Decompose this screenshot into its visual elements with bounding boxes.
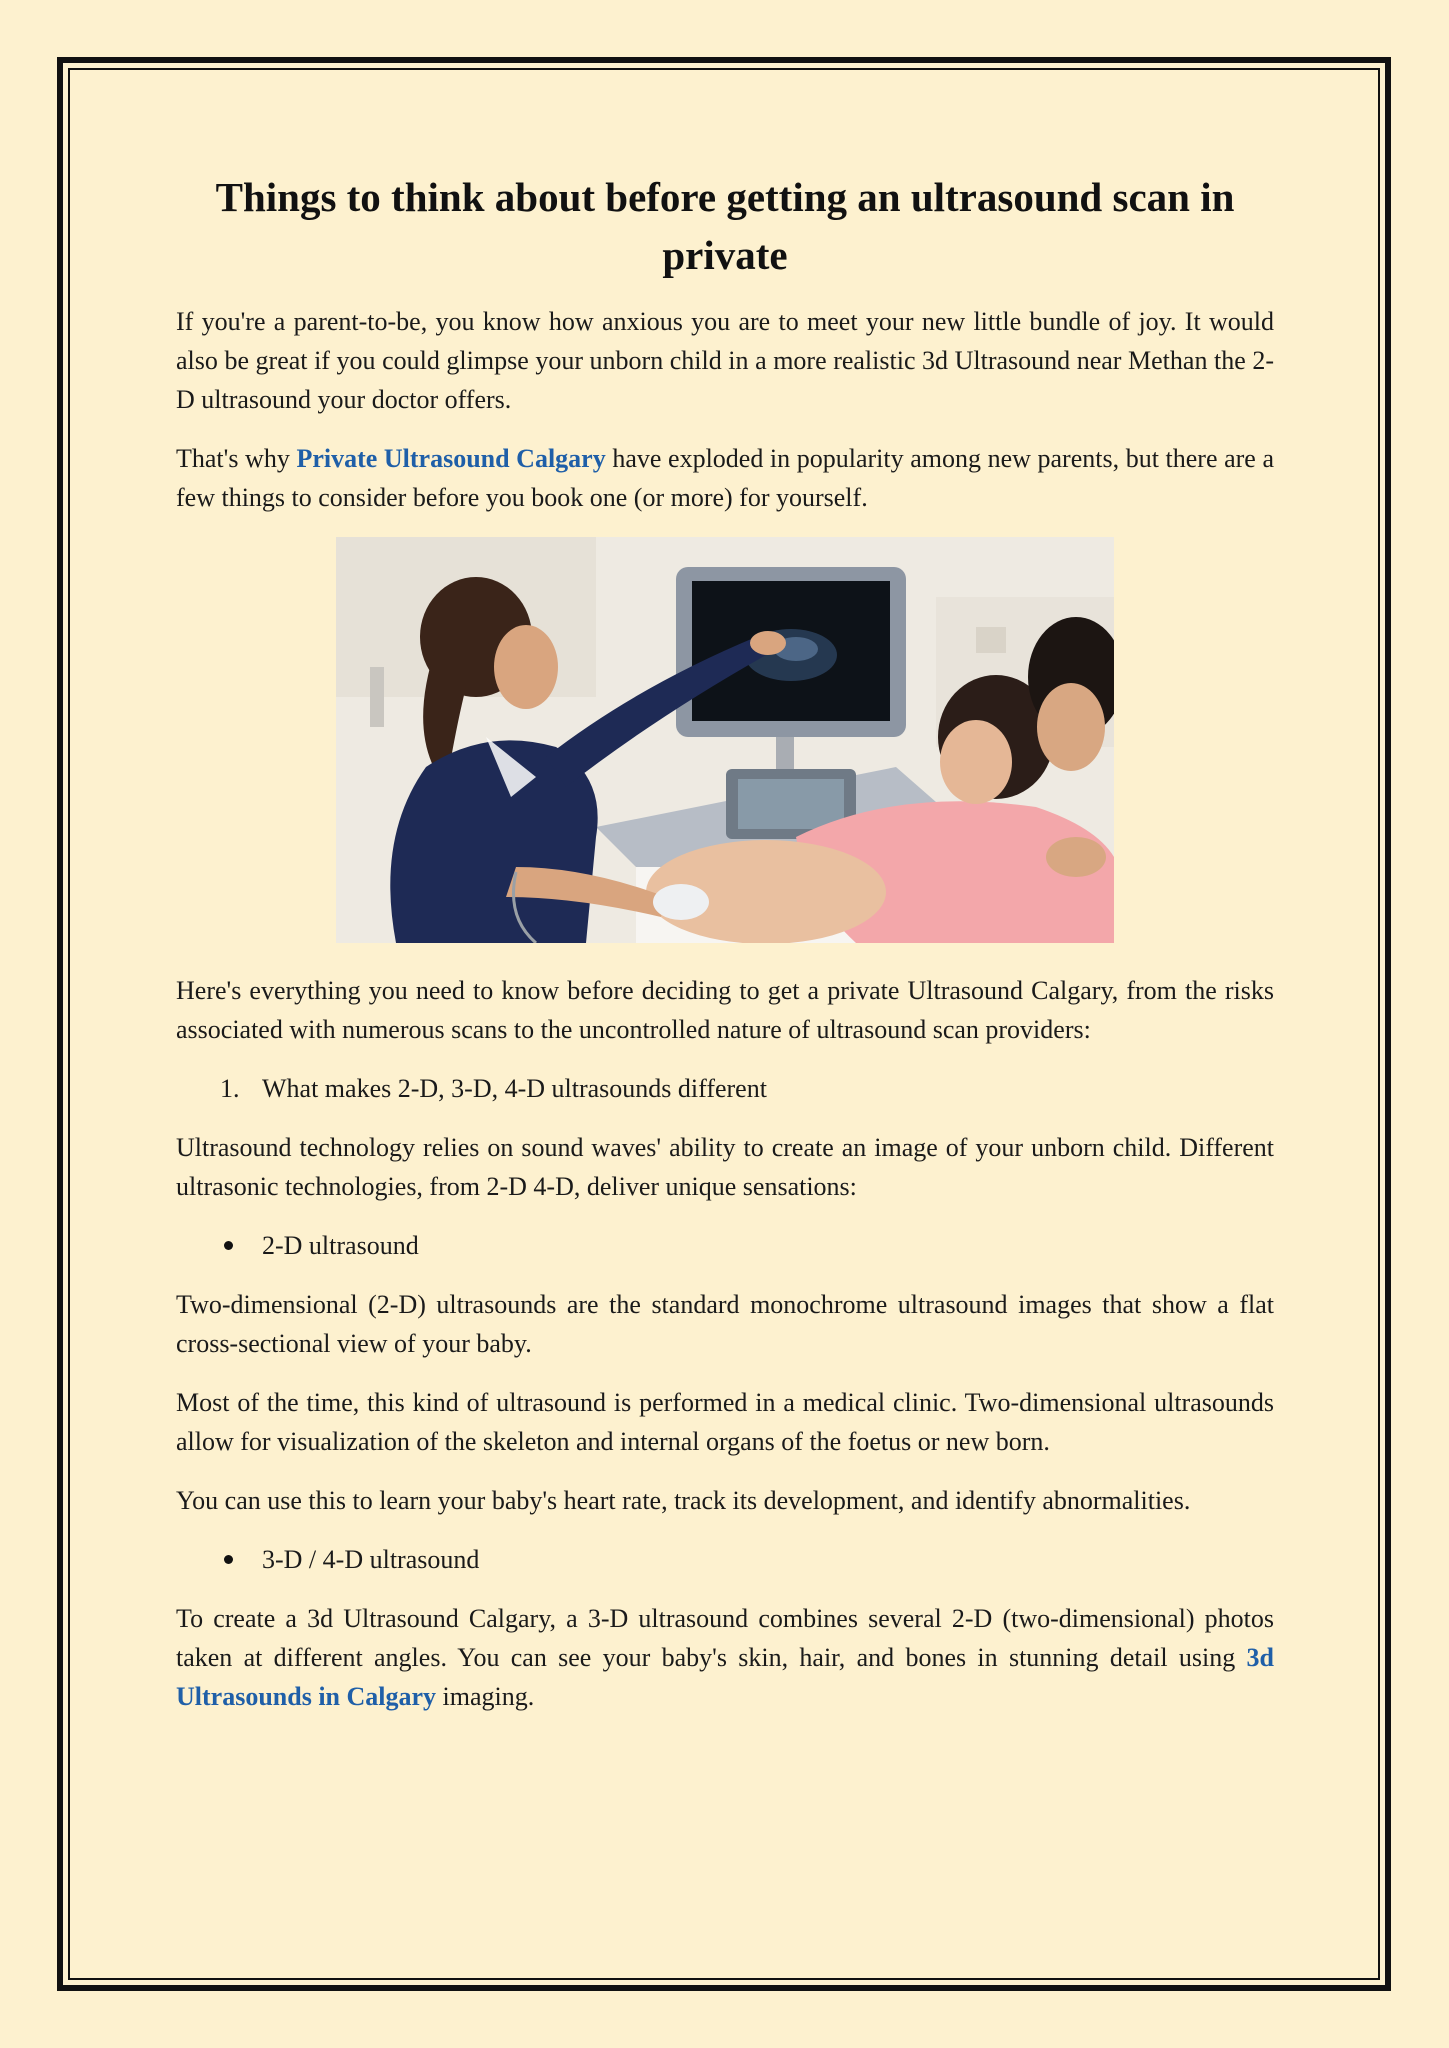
- ultrasound-scene-illustration: [336, 537, 1114, 943]
- two-dimensional-paragraph: Two-dimensional (2-D) ultrasounds are the standard monochrome ultrasound images that show a flat cross-sectional view of your baby.: [176, 1290, 1274, 1358]
- list-number: 1.: [220, 1074, 240, 1103]
- list-item-text: What makes 2-D, 3-D, 4-D ultrasounds different: [262, 1074, 767, 1103]
- private-ultrasound-paragraph: [176, 439, 1274, 517]
- everything-to-know-paragraph: Here's everything you need to know before deciding to get a private Ultrasound Calgary, from the risks associated with numerous scans to the uncontrolled nature of ultrasound scan providers:: [176, 976, 1274, 1044]
- intro-paragraph: If you're a parent-to-be, you know how anxious you are to meet your new little bundle of joy. It would also be great if you could glimpse your unborn child in a more realistic 3d Ultrasound near Methan the 2-D ultrasound your doctor offers.: [176, 307, 1274, 414]
- 3d-ultrasounds-calgary-link[interactable]: 3d Ultrasounds in Calgary: [176, 1643, 1274, 1711]
- paragraph-text: imaging.: [436, 1682, 535, 1711]
- bullet-icon: [224, 1555, 233, 1564]
- paragraph-text: To create a 3d Ultrasound Calgary, a 3-D ultrasound combines several 2-D (two-dimensional) photos taken at different angles. You can see your baby's skin, hair, and bones in stunning detail using: [176, 1604, 1274, 1672]
- bullet-icon: [224, 1241, 233, 1250]
- paragraph-text: have exploded in popularity among new parents, but there are a few things to consider before you book one (or more) for yourself.: [176, 444, 1274, 512]
- three-dimensional-paragraph: [176, 1599, 1274, 1716]
- numbered-list-item: [176, 1069, 1274, 1108]
- bullet-text: 3-D / 4-D ultrasound: [262, 1545, 480, 1574]
- bullet-item-3d-4d: [176, 1540, 1274, 1579]
- technology-paragraph: Ultrasound technology relies on sound waves' ability to create an image of your unborn child. Different ultrasonic technologies, from 2-D 4-D, deliver unique sensations:: [176, 1133, 1274, 1201]
- ultrasound-photo: [336, 537, 1114, 943]
- private-ultrasound-calgary-link[interactable]: Private Ultrasound Calgary: [296, 444, 606, 473]
- paragraph-text: That's why: [176, 444, 297, 473]
- bullet-text: 2-D ultrasound: [262, 1231, 419, 1260]
- medical-clinic-paragraph: Most of the time, this kind of ultrasound is performed in a medical clinic. Two-dimensional ultrasounds allow for visualization of the skeleton and internal organs of the foetus or new born.: [176, 1388, 1274, 1456]
- document-title: Things to think about before getting an ultrasound scan in private: [215, 174, 1235, 278]
- heart-rate-paragraph: You can use this to learn your baby's heart rate, track its development, and identify abnormalities.: [176, 1486, 1191, 1515]
- bullet-item-2d: [176, 1226, 1274, 1265]
- document-body: [176, 168, 1274, 1736]
